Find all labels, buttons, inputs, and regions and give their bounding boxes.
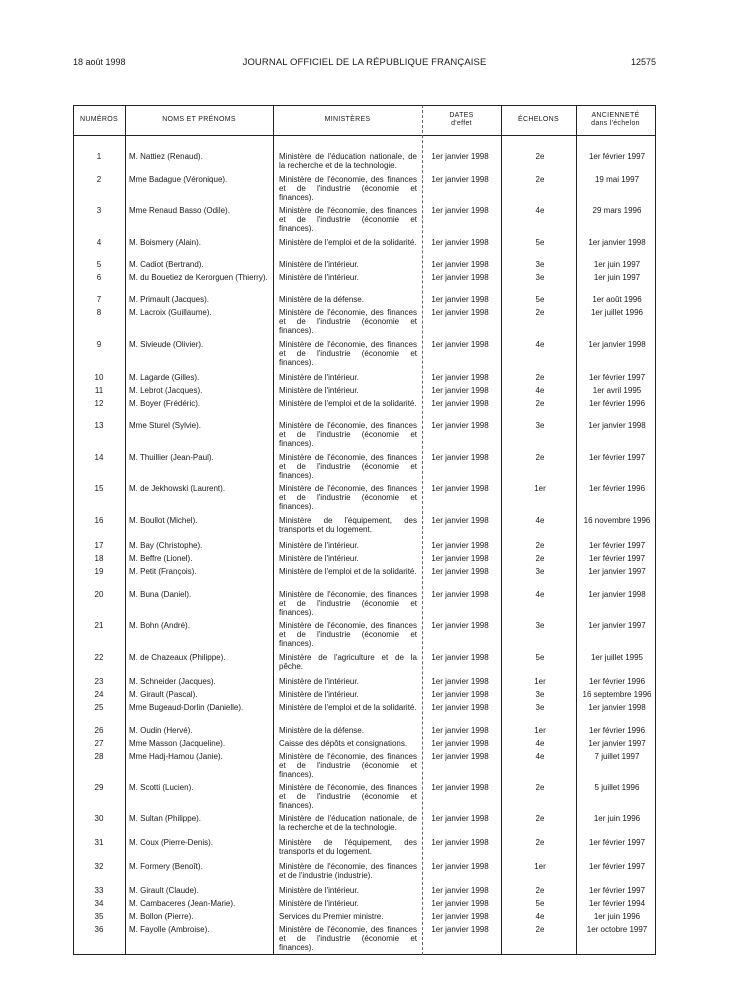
row-name: Mme Bugeaud-Dorlin (Danielle). <box>129 703 244 712</box>
row-effective-date: 1er janvier 1998 <box>431 152 489 161</box>
row-seniority: 16 septembre 1996 <box>582 690 652 699</box>
row-effective-date: 1er janvier 1998 <box>431 516 489 525</box>
row-ministry: Ministère de l'intérieur. <box>279 386 359 395</box>
column-rule <box>501 105 502 955</box>
row-ministry: Ministère de l'économie, des finances et de l'industrie (économie et finances). <box>279 925 417 952</box>
row-number: 24 <box>94 690 104 699</box>
row-ministry: Ministère de l'économie, des finances et de l'industrie (économie et finances). <box>279 308 417 335</box>
row-seniority: 1er janvier 1997 <box>588 621 646 630</box>
row-seniority: 1er juin 1996 <box>593 814 641 823</box>
row-name: M. Nattiez (Renaud). <box>129 152 203 161</box>
row-echelon: 2e <box>535 814 545 823</box>
row-echelon: 4e <box>535 386 545 395</box>
appointments-table <box>73 105 656 955</box>
row-ministry: Ministère de l'intérieur. <box>279 273 359 282</box>
row-echelon: 3e <box>535 273 545 282</box>
row-ministry: Ministère de l'économie, des finances et de l'industrie (économie et finances). <box>279 453 417 480</box>
row-effective-date: 1er janvier 1998 <box>431 484 489 493</box>
row-name: M. Coux (Pierre-Denis). <box>129 838 214 847</box>
row-number: 19 <box>94 567 104 576</box>
row-ministry: Ministère de l'intérieur. <box>279 260 359 269</box>
row-ministry: Ministère de l'économie, des finances et de l'industrie (économie et finances). <box>279 752 417 779</box>
row-ministry: Ministère de l'économie, des finances et de l'industrie (économie et finances). <box>279 421 417 448</box>
row-effective-date: 1er janvier 1998 <box>431 752 489 761</box>
header-date: 18 août 1998 <box>73 57 126 67</box>
row-echelon: 5e <box>535 653 545 662</box>
row-echelon: 5e <box>535 899 545 908</box>
row-effective-date: 1er janvier 1998 <box>431 238 489 247</box>
row-echelon: 2e <box>535 152 545 161</box>
row-number: 10 <box>94 373 104 382</box>
row-name: M. Beffre (Lionel). <box>129 554 193 563</box>
row-seniority: 1er février 1997 <box>588 373 646 382</box>
row-number: 5 <box>96 260 102 269</box>
row-number: 18 <box>94 554 104 563</box>
row-ministry: Ministère de l'éducation nationale, de la recherche et de la technologie. <box>279 814 417 832</box>
row-effective-date: 1er janvier 1998 <box>431 554 489 563</box>
row-seniority: 1er janvier 1998 <box>588 421 646 430</box>
row-effective-date: 1er janvier 1998 <box>431 308 489 317</box>
row-name: M. Bohn (André). <box>129 621 190 630</box>
row-ministry: Services du Premier ministre. <box>279 912 384 921</box>
row-name: M. de Chazeaux (Philippe). <box>129 653 226 662</box>
row-effective-date: 1er janvier 1998 <box>431 838 489 847</box>
row-seniority: 1er octobre 1997 <box>586 925 648 934</box>
row-name: M. Oudin (Hervé). <box>129 726 193 735</box>
row-seniority: 1er janvier 1998 <box>588 238 646 247</box>
row-effective-date: 1er janvier 1998 <box>431 541 489 550</box>
row-ministry: Ministère de l'économie, des finances et de l'industrie (économie et finances). <box>279 175 417 202</box>
row-echelon: 4e <box>535 912 545 921</box>
row-effective-date: 1er janvier 1998 <box>431 206 489 215</box>
row-number: 3 <box>96 206 102 215</box>
row-echelon: 2e <box>535 308 545 317</box>
row-ministry: Ministère de l'économie, des finances et de l'industrie (industrie). <box>279 862 417 880</box>
row-seniority: 16 novembre 1996 <box>583 516 651 525</box>
row-name: M. Fayolle (Ambroise). <box>129 925 210 934</box>
row-name: M. Buna (Daniel). <box>129 590 192 599</box>
row-name: M. Bay (Christophe). <box>129 541 203 550</box>
row-name: M. Bollon (Pierre). <box>129 912 194 921</box>
row-echelon: 1er <box>534 677 546 686</box>
row-number: 30 <box>94 814 104 823</box>
row-effective-date: 1er janvier 1998 <box>431 677 489 686</box>
row-seniority: 1er janvier 1998 <box>588 590 646 599</box>
table-header-rule <box>73 135 656 136</box>
row-ministry: Ministère de l'économie, des finances et de l'industrie (économie et finances). <box>279 340 417 367</box>
col-header-numeros: NUMÉROS <box>80 116 118 123</box>
row-ministry: Ministère de l'intérieur. <box>279 886 359 895</box>
row-ministry: Ministère de la défense. <box>279 295 364 304</box>
row-name: M. Cambaceres (Jean-Marie). <box>129 899 236 908</box>
row-seniority: 1er janvier 1998 <box>588 703 646 712</box>
row-seniority: 1er février 1997 <box>588 152 646 161</box>
row-number: 34 <box>94 899 104 908</box>
row-ministry: Ministère de l'emploi et de la solidarité. <box>279 703 417 712</box>
row-seniority: 1er janvier 1998 <box>588 340 646 349</box>
row-echelon: 3e <box>535 690 545 699</box>
row-name: Mme Masson (Jacqueline). <box>129 739 226 748</box>
row-ministry: Ministère de la défense. <box>279 726 364 735</box>
row-ministry: Ministère de l'intérieur. <box>279 677 359 686</box>
row-number: 9 <box>96 340 102 349</box>
row-effective-date: 1er janvier 1998 <box>431 912 489 921</box>
row-effective-date: 1er janvier 1998 <box>431 653 489 662</box>
row-echelon: 5e <box>535 295 545 304</box>
row-name: M. Schneider (Jacques). <box>129 677 216 686</box>
row-name: M. Lacroix (Guillaume). <box>129 308 212 317</box>
row-seniority: 1er février 1997 <box>588 554 646 563</box>
row-echelon: 2e <box>535 554 545 563</box>
row-seniority: 7 juillet 1997 <box>594 752 640 761</box>
row-echelon: 2e <box>535 925 545 934</box>
row-number: 1 <box>96 152 102 161</box>
row-ministry: Ministère de l'agriculture et de la pêche. <box>279 653 417 671</box>
row-ministry: Ministère de l'emploi et de la solidarité. <box>279 567 417 576</box>
row-ministry: Ministère de l'économie, des finances et de l'industrie (économie et finances). <box>279 206 417 233</box>
row-number: 33 <box>94 886 104 895</box>
row-seniority: 1er février 1996 <box>588 726 646 735</box>
column-rule <box>576 105 577 955</box>
row-ministry: Ministère de l'économie, des finances et de l'industrie (économie et finances). <box>279 484 417 511</box>
row-echelon: 2e <box>535 453 545 462</box>
row-effective-date: 1er janvier 1998 <box>431 726 489 735</box>
row-effective-date: 1er janvier 1998 <box>431 886 489 895</box>
row-seniority: 1er février 1996 <box>588 677 646 686</box>
column-rule <box>125 105 126 955</box>
row-name: M. Sultan (Philippe). <box>129 814 202 823</box>
row-name: M. Scotti (Lucien). <box>129 783 194 792</box>
row-echelon: 3e <box>535 703 545 712</box>
row-ministry: Ministère de l'intérieur. <box>279 690 359 699</box>
row-number: 26 <box>94 726 104 735</box>
row-number: 4 <box>96 238 102 247</box>
row-seniority: 1er janvier 1997 <box>588 739 646 748</box>
row-seniority: 1er janvier 1997 <box>588 567 646 576</box>
column-rule <box>422 105 423 955</box>
row-number: 22 <box>94 653 104 662</box>
row-number: 28 <box>94 752 104 761</box>
row-number: 20 <box>94 590 104 599</box>
row-echelon: 4e <box>535 752 545 761</box>
row-name: M. Formery (Benoît). <box>129 862 203 871</box>
row-effective-date: 1er janvier 1998 <box>431 453 489 462</box>
row-effective-date: 1er janvier 1998 <box>431 295 489 304</box>
page-header <box>73 57 656 71</box>
row-number: 11 <box>94 386 104 395</box>
row-name: M. Girault (Claude). <box>129 886 199 895</box>
row-effective-date: 1er janvier 1998 <box>431 340 489 349</box>
row-effective-date: 1er janvier 1998 <box>431 690 489 699</box>
row-name: Mme Renaud Basso (Odile). <box>129 206 230 215</box>
row-number: 2 <box>96 175 102 184</box>
row-seniority: 1er février 1996 <box>588 399 646 408</box>
row-number: 15 <box>94 484 104 493</box>
row-echelon: 1er <box>534 484 546 493</box>
row-seniority: 1er février 1994 <box>588 899 646 908</box>
row-name: M. Lagarde (Gilles). <box>129 373 200 382</box>
row-echelon: 2e <box>535 541 545 550</box>
row-name: M. Boyer (Frédéric). <box>129 399 201 408</box>
row-number: 7 <box>96 295 102 304</box>
col-header-ministeres: MINISTÈRES <box>324 116 371 123</box>
row-echelon: 3e <box>535 421 545 430</box>
row-number: 21 <box>94 621 104 630</box>
row-seniority: 1er février 1997 <box>588 838 646 847</box>
row-ministry: Ministère de l'équipement, des transports et du logement. <box>279 516 417 534</box>
col-header-noms: NOMS ET PRÉNOMS <box>162 116 236 123</box>
row-number: 36 <box>94 925 104 934</box>
row-seniority: 1er juin 1997 <box>593 260 641 269</box>
row-name: Mme Hadj-Hamou (Janie). <box>129 752 223 761</box>
page-number: 12575 <box>630 57 656 67</box>
row-effective-date: 1er janvier 1998 <box>431 862 489 871</box>
row-seniority: 1er juillet 1995 <box>590 653 644 662</box>
row-name: M. Thuillier (Jean-Paul). <box>129 453 214 462</box>
row-seniority: 1er février 1996 <box>588 484 646 493</box>
row-name: Mme Sturel (Sylvie). <box>129 421 202 430</box>
row-ministry: Ministère de l'intérieur. <box>279 899 359 908</box>
row-echelon: 5e <box>535 238 545 247</box>
row-seniority: 1er avril 1995 <box>592 386 642 395</box>
row-echelon: 3e <box>535 621 545 630</box>
row-seniority: 1er février 1997 <box>588 886 646 895</box>
col-header-dates: DATES d'effet <box>449 112 474 127</box>
row-seniority: 1er août 1996 <box>592 295 642 304</box>
row-echelon: 2e <box>535 373 545 382</box>
row-effective-date: 1er janvier 1998 <box>431 421 489 430</box>
row-effective-date: 1er janvier 1998 <box>431 783 489 792</box>
row-echelon: 2e <box>535 399 545 408</box>
column-rule <box>73 105 74 955</box>
row-effective-date: 1er janvier 1998 <box>431 590 489 599</box>
row-effective-date: 1er janvier 1998 <box>431 703 489 712</box>
row-echelon: 1er <box>534 862 546 871</box>
row-name: M. Boismery (Alain). <box>129 238 202 247</box>
row-seniority: 1er février 1997 <box>588 453 646 462</box>
row-echelon: 4e <box>535 516 545 525</box>
row-seniority: 5 juillet 1996 <box>594 783 640 792</box>
row-ministry: Ministère de l'équipement, des transports et du logement. <box>279 838 417 856</box>
row-number: 6 <box>96 273 102 282</box>
col-header-echelons: ÉCHELONS <box>518 116 559 123</box>
row-number: 17 <box>94 541 104 550</box>
row-number: 16 <box>94 516 104 525</box>
row-number: 12 <box>94 399 104 408</box>
row-name: M. du Bouetiez de Kerorguen (Thierry). <box>129 273 268 282</box>
row-number: 23 <box>94 677 104 686</box>
row-echelon: 2e <box>535 838 545 847</box>
column-rule <box>655 105 656 955</box>
row-effective-date: 1er janvier 1998 <box>431 925 489 934</box>
row-name: M. Petit (François). <box>129 567 197 576</box>
row-echelon: 4e <box>535 739 545 748</box>
row-name: M. de Jekhowski (Laurent). <box>129 484 226 493</box>
row-effective-date: 1er janvier 1998 <box>431 260 489 269</box>
row-number: 31 <box>94 838 104 847</box>
row-effective-date: 1er janvier 1998 <box>431 899 489 908</box>
row-effective-date: 1er janvier 1998 <box>431 567 489 576</box>
row-number: 13 <box>94 421 104 430</box>
row-echelon: 4e <box>535 590 545 599</box>
row-name: M. Cadiot (Bertrand). <box>129 260 204 269</box>
row-seniority: 1er juin 1996 <box>593 912 641 921</box>
row-effective-date: 1er janvier 1998 <box>431 621 489 630</box>
row-effective-date: 1er janvier 1998 <box>431 739 489 748</box>
row-name: M. Lebrot (Jacques). <box>129 386 203 395</box>
row-ministry: Ministère de l'intérieur. <box>279 554 359 563</box>
row-effective-date: 1er janvier 1998 <box>431 373 489 382</box>
row-ministry: Caisse des dépôts et consignations. <box>279 739 408 748</box>
row-ministry: Ministère de l'intérieur. <box>279 541 359 550</box>
row-ministry: Ministère de l'économie, des finances et de l'industrie (économie et finances). <box>279 783 417 810</box>
row-ministry: Ministère de l'intérieur. <box>279 373 359 382</box>
row-seniority: 1er février 1997 <box>588 862 646 871</box>
row-name: M. Boullot (Michel). <box>129 516 198 525</box>
row-echelon: 4e <box>535 206 545 215</box>
row-echelon: 3e <box>535 260 545 269</box>
row-seniority: 1er février 1997 <box>588 541 646 550</box>
row-number: 25 <box>94 703 104 712</box>
row-name: Mme Badague (Véronique). <box>129 175 228 184</box>
table-bottom-rule <box>73 954 656 955</box>
row-name: M. Primault (Jacques). <box>129 295 210 304</box>
row-seniority: 19 mai 1997 <box>594 175 640 184</box>
row-name: M. Girault (Pascal). <box>129 690 198 699</box>
row-ministry: Ministère de l'emploi et de la solidarité. <box>279 238 417 247</box>
row-echelon: 2e <box>535 175 545 184</box>
row-number: 35 <box>94 912 104 921</box>
header-title: JOURNAL OFFICIEL DE LA RÉPUBLIQUE FRANÇAISE <box>242 57 487 68</box>
row-echelon: 4e <box>535 340 545 349</box>
row-number: 8 <box>96 308 102 317</box>
row-echelon: 2e <box>535 886 545 895</box>
row-effective-date: 1er janvier 1998 <box>431 399 489 408</box>
row-effective-date: 1er janvier 1998 <box>431 175 489 184</box>
row-effective-date: 1er janvier 1998 <box>431 814 489 823</box>
row-number: 27 <box>94 739 104 748</box>
row-echelon: 1er <box>534 726 546 735</box>
row-echelon: 3e <box>535 567 545 576</box>
row-seniority: 29 mars 1996 <box>592 206 642 215</box>
row-ministry: Ministère de l'économie, des finances et de l'industrie (économie et finances). <box>279 621 417 648</box>
row-number: 32 <box>94 862 104 871</box>
row-effective-date: 1er janvier 1998 <box>431 273 489 282</box>
row-ministry: Ministère de l'emploi et de la solidarité. <box>279 399 417 408</box>
row-effective-date: 1er janvier 1998 <box>431 386 489 395</box>
row-ministry: Ministère de l'économie, des finances et de l'industrie (économie et finances). <box>279 590 417 617</box>
row-number: 29 <box>94 783 104 792</box>
row-seniority: 1er juillet 1996 <box>590 308 644 317</box>
row-ministry: Ministère de l'éducation nationale, de la recherche et de la technologie. <box>279 152 417 170</box>
row-seniority: 1er juin 1997 <box>593 273 641 282</box>
col-header-anciennete: ANCIENNETÉ dans l'échelon <box>591 112 640 127</box>
column-rule <box>273 105 274 955</box>
row-echelon: 2e <box>535 783 545 792</box>
row-number: 14 <box>94 453 104 462</box>
row-name: M. Sivieude (Olivier). <box>129 340 204 349</box>
